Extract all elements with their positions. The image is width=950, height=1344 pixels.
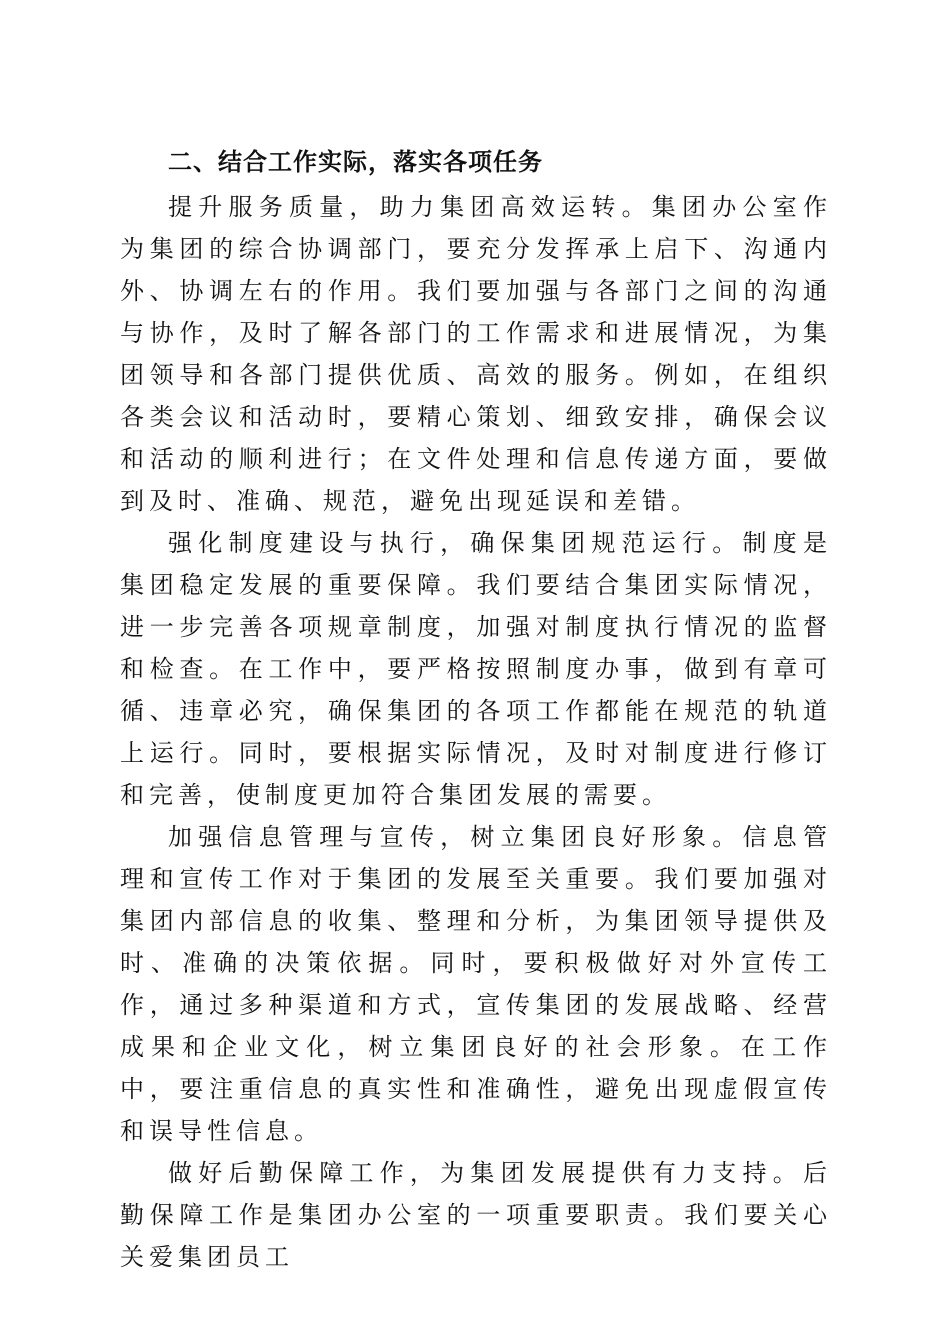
paragraph-information-management: 加强信息管理与宣传，树立集团良好形象。信息管理和宣传工作对于集团的发展至关重要。我们要加强对集团内部信息的收集、整理和分析，为集团领导提供及时、准确的决策依据。同时，要积极做好对外宣传工作，通过多种渠道和方式，宣传集团的发展战略、经营成果和企业文化，树立集团良好的社会形象。在工作中，要注重信息的真实性和准确性，避免出现虚假宣传和误导性信息。 [120, 823, 832, 1145]
section-heading: 二、结合工作实际，落实各项任务 [168, 148, 543, 176]
paragraph-system-building: 强化制度建设与执行，确保集团规范运行。制度是集团稳定发展的重要保障。我们要结合集团实际情况，进一步完善各项规章制度，加强对制度执行情况的监督和检查。在工作中，要严格按照制度办事，做到有章可循、违章必究，确保集团的各项工作都能在规范的轨道上运行。同时，要根据实际情况，及时对制度进行修订和完善，使制度更加符合集团发展的需要。 [120, 529, 832, 809]
paragraph-logistics-support: 做好后勤保障工作，为集团发展提供有力支持。后勤保障工作是集团办公室的一项重要职责。我们要关心关爱集团员工 [120, 1159, 832, 1271]
paragraph-service-quality: 提升服务质量，助力集团高效运转。集团办公室作为集团的综合协调部门，要充分发挥承上启下、沟通内外、协调左右的作用。我们要加强与各部门之间的沟通与协作，及时了解各部门的工作需求和进展情况，为集团领导和各部门提供优质、高效的服务。例如，在组织各类会议和活动时，要精心策划、细致安排，确保会议和活动的顺利进行；在文件处理和信息传递方面，要做到及时、准确、规范，避免出现延误和差错。 [120, 193, 832, 515]
document-body [120, 138, 832, 1278]
